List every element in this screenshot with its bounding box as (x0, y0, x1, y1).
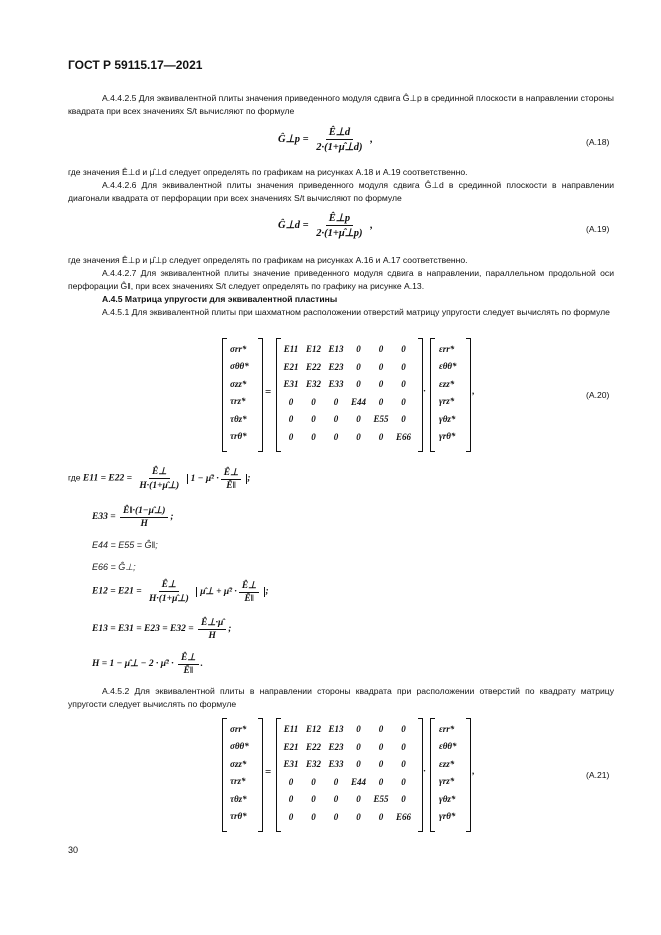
matrix-cell: 0 (401, 759, 406, 769)
matrix-cell: 0 (401, 396, 406, 407)
matrix-cell: E55 (373, 794, 389, 804)
strain-rr: εrr* (439, 344, 455, 354)
matrix-cell: 0 (356, 414, 361, 424)
equation-number-a18: (А.18) (586, 137, 610, 147)
matrix-cell: 0 (378, 759, 384, 769)
strain-tz: γθz* (439, 794, 456, 804)
matrix-cell: 0 (311, 396, 316, 407)
matrix-cell: 0 (378, 361, 384, 372)
matrix-cell: 0 (288, 811, 294, 822)
paragraph-where-a19: где значения Ê⊥p и μ̂⊥p следует определять по графикам на рисунках А.16 и А.17 соответственно. (68, 255, 468, 265)
matrix-cell: 0 (288, 396, 294, 407)
matrix-cell: 0 (401, 379, 406, 389)
stress-rt: τrθ* (230, 431, 247, 441)
matrix-cell: 0 (401, 414, 406, 424)
definition-e12: E12 = E21 = $\frac{Ê\perp}{H\cdot(1+\mû\perp)}$ μ̂⊥ + μ̂² · $\frac{Ê\perp}{Ê‖}$ ; (92, 580, 269, 604)
dot-operator: · (423, 386, 427, 396)
definition-e33: E33 = $\frac{Ê‖\cdot(1-\mû\perp)}{H}$ ; (92, 506, 174, 529)
stress-rt: τrθ* (230, 811, 247, 821)
matrix-cell: 0 (356, 379, 361, 389)
matrix-cell: E11 (283, 724, 299, 734)
equation-number-a19: (А.19) (586, 224, 610, 234)
matrix-cell: 0 (378, 811, 384, 822)
strain-rz: γrz* (439, 396, 455, 406)
stress-tt: σθθ* (230, 361, 249, 371)
matrix-cell: 0 (356, 811, 361, 822)
matrix-cell: 0 (401, 741, 406, 752)
section-heading-a45: А.4.5 Матрица упругости для эквивалентной пластины (102, 294, 338, 304)
matrix-cell: 0 (333, 414, 339, 424)
definition-h: H = 1 − μ̂⊥ − 2 · μ̂² · $\frac{Ê\perp}{Ê‖}$ . (92, 653, 204, 676)
strain-zz: εzz* (439, 759, 455, 769)
matrix-cell: 0 (378, 344, 384, 354)
matrix-cell: 0 (378, 776, 384, 787)
stress-rz: τrz* (230, 396, 246, 406)
matrix-cell: E31 (283, 759, 299, 769)
strain-rr: εrr* (439, 724, 455, 734)
matrix-cell: 0 (356, 794, 361, 804)
matrix-cell: E32 (305, 759, 321, 769)
matrix-cell: 0 (288, 776, 294, 787)
matrix-end-comma: , (472, 766, 475, 776)
stress-rr: σrr* (230, 344, 247, 354)
equals-sign: = (265, 386, 272, 398)
matrix-cell: 0 (333, 811, 339, 822)
matrix-cell: E33 (328, 379, 344, 389)
stress-rz: τrz* (230, 776, 246, 786)
matrix-cell: 0 (333, 431, 339, 442)
document-header: ГОСТ Р 59115.17—2021 (68, 58, 203, 72)
matrix-cell: E33 (328, 759, 344, 769)
matrix-cell: 0 (288, 794, 294, 804)
matrix-cell: E21 (283, 361, 299, 372)
matrix-cell: 0 (378, 379, 384, 389)
matrix-a21 (220, 718, 480, 833)
stress-zz: σzz* (230, 759, 247, 769)
matrix-cell: 0 (333, 396, 339, 407)
matrix-cell: E22 (305, 361, 321, 372)
definition-e13: E13 = E31 = E23 = E32 = $\frac{Ê\perp\cdot\mû}{H}$ ; (92, 618, 232, 641)
stress-zz: σzz* (230, 379, 247, 389)
matrix-cell: 0 (288, 414, 294, 424)
matrix-cell: 0 (356, 361, 361, 372)
matrix-cell: 0 (356, 724, 361, 734)
strain-tz: γθz* (439, 414, 456, 424)
definition-e44: E44 = E55 = Ĝ‖; (92, 540, 158, 550)
paragraph-a452: А.4.5.2 Для эквивалентной плиты в направлении стороны квадрата при расположении отверстий по квадрату матрицу упругости следует вычислять по формуле (68, 686, 614, 709)
stress-tz: τθz* (230, 414, 247, 424)
matrix-cell: E13 (328, 724, 344, 734)
matrix-cell: 0 (311, 811, 316, 822)
matrix-cell: 0 (311, 794, 316, 804)
matrix-cell: 0 (333, 776, 339, 787)
matrix-cell: 0 (378, 396, 384, 407)
matrix-cell: E32 (305, 379, 321, 389)
matrix-cell: E21 (283, 741, 299, 752)
matrix-cell: 0 (311, 776, 316, 787)
strain-zz: εzz* (439, 379, 455, 389)
matrix-cell: 0 (311, 431, 316, 442)
equation-a18: Ĝ⊥p = $\frac{Ê\perp d}{2\cdot(1+\mû\perp d)}$ , (278, 127, 373, 153)
matrix-cell: E44 (350, 396, 366, 407)
definition-e11: где E11 = E22 = $\frac{Ê\perp}{H\cdot(1+\mû\perp)}$ 1 − μ̂² · $\frac{Ê\perp}{Ê‖}$ ; (68, 467, 251, 491)
matrix-end-comma: , (472, 386, 475, 396)
paragraph-where-a18: где значения Ê⊥d и μ̂⊥d следует определять по графикам на рисунках А.18 и А.19 соответственно. (68, 167, 468, 177)
matrix-cell: E12 (305, 344, 321, 354)
matrix-cell: 0 (378, 741, 384, 752)
matrix-cell: 0 (378, 724, 384, 734)
equation-a19: Ĝ⊥d = $\frac{Ê\perp p}{2\cdot(1+\mû\perp p)}$ , (278, 213, 373, 239)
paragraph-a4426: А.4.4.2.6 Для эквивалентной плиты значения приведенного модуля сдвига Ĝ⊥d в срединной плоскости в направлении диагонали квадрата от перфорации при всех значениях S/t вычисляют по формуле (68, 180, 614, 203)
matrix-cell: 0 (401, 776, 406, 787)
matrix-cell: E66 (395, 811, 411, 822)
matrix-cell: 0 (401, 344, 406, 354)
matrix-cell: E31 (283, 379, 299, 389)
matrix-cell: 0 (288, 431, 294, 442)
matrix-cell: 0 (356, 759, 361, 769)
matrix-cell: E11 (283, 344, 299, 354)
matrix-cell: 0 (378, 431, 384, 442)
matrix-cell: E13 (328, 344, 344, 354)
matrix-cell: E23 (328, 741, 344, 752)
matrix-cell: E12 (305, 724, 321, 734)
equation-number-a21: (А.21) (586, 770, 610, 780)
matrix-a20 (220, 338, 480, 453)
matrix-cell: 0 (356, 741, 361, 752)
paragraph-a4425: А.4.4.2.5 Для эквивалентной плиты значения приведенного модуля сдвига Ĝ⊥p в срединной плоскости в направлении стороны квадрата при всех значениях S/t вычисляют по формуле (68, 93, 614, 116)
matrix-cell: 0 (356, 431, 361, 442)
dot-operator: · (423, 766, 427, 776)
stress-tt: σθθ* (230, 741, 249, 751)
matrix-cell: 0 (356, 344, 361, 354)
paragraph-a451: А.4.5.1 Для эквивалентной плиты при шахматном расположении отверстий матрицу упругости следует вычислять по формуле (102, 307, 610, 317)
matrix-cell: E22 (305, 741, 321, 752)
strain-tt: εθθ* (439, 361, 457, 371)
stress-tz: τθz* (230, 794, 247, 804)
matrix-cell: 0 (333, 794, 339, 804)
strain-tt: εθθ* (439, 741, 457, 751)
definition-e66: E66 = Ĝ⊥; (92, 562, 136, 572)
equation-number-a20: (А.20) (586, 390, 610, 400)
matrix-cell: 0 (401, 794, 406, 804)
strain-rz: γrz* (439, 776, 455, 786)
strain-rt: γrθ* (439, 431, 456, 441)
matrix-cell: 0 (401, 724, 406, 734)
strain-rt: γrθ* (439, 811, 456, 821)
matrix-cell: E55 (373, 414, 389, 424)
matrix-cell: 0 (401, 361, 406, 372)
matrix-cell: E44 (350, 776, 366, 787)
paragraph-a4427: А.4.4.2.7 Для эквивалентной плиты значение приведенного модуля сдвига в направлении, параллельном продольной оси перфорации Ĝ‖, при всех значениях S/t следует определять по графику на рисунке А.13. (68, 268, 614, 291)
matrix-cell: E23 (328, 361, 344, 372)
page-number: 30 (68, 845, 79, 855)
matrix-cell: 0 (311, 414, 316, 424)
matrix-cell: E66 (395, 431, 411, 442)
equals-sign: = (265, 766, 272, 778)
stress-rr: σrr* (230, 724, 247, 734)
